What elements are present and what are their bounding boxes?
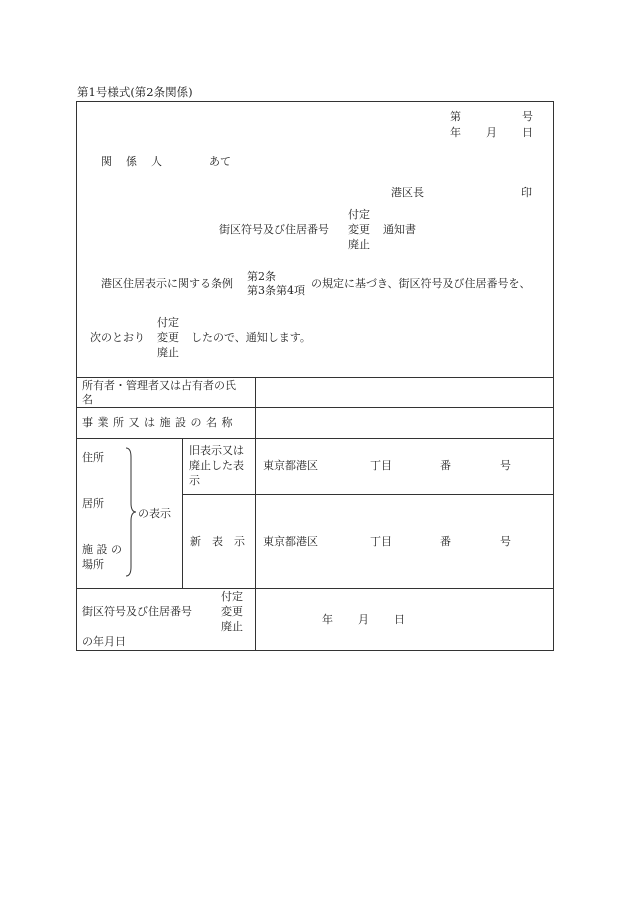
number-dai: 第 <box>450 110 461 123</box>
row-divider <box>76 438 554 439</box>
date-nen: 年 <box>450 126 461 139</box>
address-jusho: 住所 <box>82 451 104 464</box>
date-row-label-suffix: の年月日 <box>82 635 126 648</box>
article-option-3-4: 第3条第4項 <box>247 284 305 297</box>
old-addr-ward: 東京都港区 <box>263 459 318 472</box>
new-addr-go: 号 <box>500 535 511 548</box>
body-line1-prefix: 港区住居表示に関する条例 <box>101 277 233 290</box>
body-line2-suffix: したので、通知します。 <box>191 331 311 344</box>
new-label: 新 表 示 <box>190 535 245 548</box>
form-title: 第1号様式(第2条関係) <box>77 85 193 99</box>
form-frame <box>76 101 554 651</box>
date-hi: 日 <box>522 126 533 139</box>
old-addr-chome: 丁目 <box>370 459 392 472</box>
owner-label-line1: 所有者・管理者又は占有者の氏 <box>82 379 236 392</box>
option-henko: 変更 <box>348 223 370 236</box>
addressee-kei: 係 <box>126 155 137 168</box>
addressee-nin: 人 <box>151 155 162 168</box>
option-henko: 変更 <box>157 331 179 344</box>
sender-title: 港区長 <box>391 186 424 199</box>
owner-value-cell[interactable] <box>256 378 553 407</box>
body-line1-suffix: の規定に基づき、街区符号及び住居番号を、 <box>311 277 531 290</box>
owner-label-line2: 名 <box>82 393 93 406</box>
body-line2-options <box>157 315 179 360</box>
option-futei: 付定 <box>348 208 370 221</box>
addressee-kan: 関 <box>101 155 112 168</box>
article-option-2: 第2条 <box>247 270 276 283</box>
number-go: 号 <box>522 110 533 123</box>
date-row-tsuki: 月 <box>358 613 369 626</box>
new-addr-chome: 丁目 <box>370 535 392 548</box>
option-futei: 付定 <box>157 316 179 329</box>
old-label-line: 廃止した表 <box>189 459 244 472</box>
old-label-line: 示 <box>189 474 200 487</box>
new-addr-ban: 番 <box>440 535 451 548</box>
date-row-label-prefix: 街区符号及び住居番号 <box>82 605 192 618</box>
date-row-hi: 日 <box>394 613 405 626</box>
notice-title-suffix: 通知書 <box>383 223 416 236</box>
notice-title-options <box>348 207 370 252</box>
sender-seal: 印 <box>521 186 532 199</box>
address-kyosho: 居所 <box>82 497 104 510</box>
option-futei: 付定 <box>221 590 243 603</box>
date-row-nen: 年 <box>322 613 333 626</box>
option-haishi: 廃止 <box>157 346 179 359</box>
row-divider <box>182 494 554 495</box>
old-label <box>189 443 244 488</box>
facility-value-cell[interactable] <box>256 408 553 438</box>
new-addr-ward: 東京都港区 <box>263 535 318 548</box>
column-divider <box>182 438 183 588</box>
option-haishi: 廃止 <box>221 620 243 633</box>
address-hyoji: の表示 <box>138 507 171 520</box>
option-henko: 変更 <box>221 605 243 618</box>
old-addr-ban: 番 <box>440 459 451 472</box>
addressee-ate: あて <box>209 155 231 168</box>
old-label-line: 旧表示又は <box>189 444 244 457</box>
address-shisetsu-line1: 施 設 の <box>82 543 122 556</box>
date-tsuki: 月 <box>486 126 497 139</box>
facility-label: 事 業 所 又 は 施 設 の 名 称 <box>82 416 233 429</box>
body-line2-prefix: 次のとおり <box>90 331 145 344</box>
old-addr-go: 号 <box>500 459 511 472</box>
address-shisetsu-line2: 場所 <box>82 558 104 571</box>
option-haishi: 廃止 <box>348 238 370 251</box>
row-divider <box>76 588 554 589</box>
notice-title-prefix: 街区符号及び住居番号 <box>219 223 329 236</box>
date-row-options <box>221 589 243 634</box>
brace-icon <box>122 447 138 577</box>
